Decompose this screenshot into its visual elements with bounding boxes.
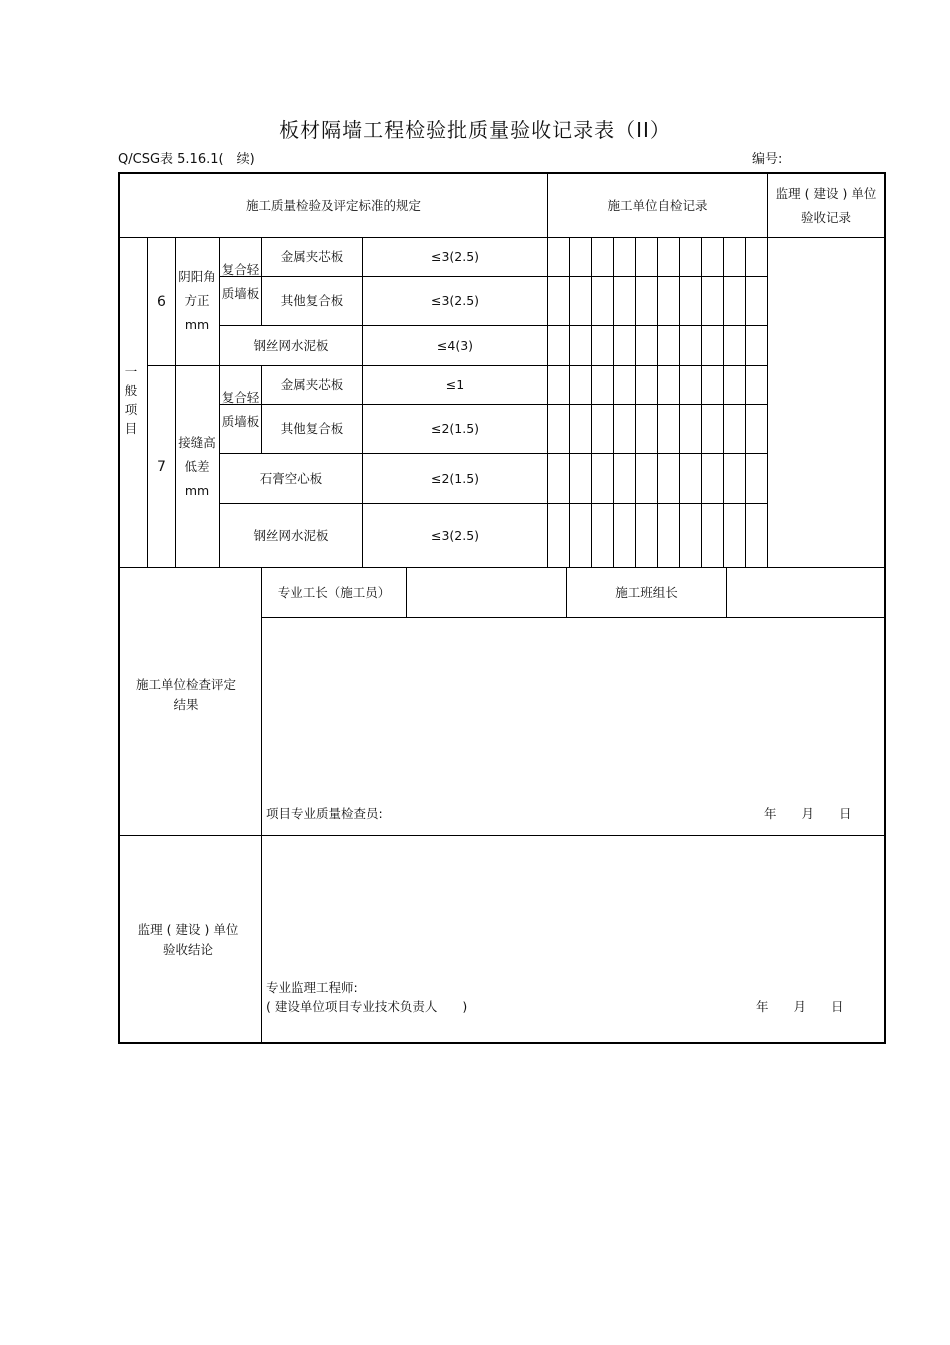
supervision-record-header: 监理 ( 建设 ) 单位 验收记录 [775,185,877,225]
item-6-row-label: 其他复合板 [280,293,344,308]
item-6-composite-label: 复合轻质墙板 [221,261,260,301]
item-6-row-label: 钢丝网水泥板 [253,337,329,353]
item-7-row-label: 金属夹芯板 [280,377,344,392]
rule [701,237,702,567]
item-7-row-label: 钢丝网水泥板 [253,527,329,543]
foreman-signature-field[interactable] [407,568,566,617]
team-leader-signature-field[interactable] [727,568,884,617]
item-7-name: 接缝高低差 mm [178,434,216,498]
supervising-engineer-label: 专业监理工程师: [266,980,358,995]
item-7-row-label: 石膏空心板 [259,470,323,486]
rule [679,237,680,567]
rule [261,567,262,1043]
construction-date: 年 月 日 [764,806,852,821]
item-7-row-value: ≤2(1.5) [430,470,480,486]
item-7-row-value: ≤3(2.5) [430,527,480,543]
rule [175,237,176,567]
item-7-composite-label: 复合轻质墙板 [221,389,260,429]
rule [261,617,885,618]
item-6-row-label: 金属夹芯板 [280,249,344,264]
item-6-row-value: ≤3(2.5) [430,293,480,308]
foreman-label: 专业工长（施工员） [277,584,391,600]
rule [723,237,724,567]
self-check-header: 施工单位自检记录 [607,197,708,213]
construction-result-label: 施工单位检查评定结果 [136,677,237,712]
item-6-number: 6 [157,293,166,310]
item-7-row-label: 其他复合板 [280,421,344,436]
item-6-row-value: ≤3(2.5) [430,249,480,264]
page-title: 板材隔墙工程检验批质量验收记录表（II） [279,118,671,142]
quality-inspector-label: 项目专业质量检查员: [266,806,383,821]
rule [745,237,746,567]
form-code: Q/CSG表 5.16.1( 续) [118,152,255,167]
rule [635,237,636,567]
rule [767,173,768,567]
item-6-row-value: ≤4(3) [436,337,474,353]
category-general-items: 一般项目 [124,364,138,436]
rule [591,237,592,567]
item-7-row-value: ≤2(1.5) [430,421,480,436]
rule [613,237,614,567]
rule [119,835,885,836]
item-7-row-value: ≤1 [445,377,465,392]
owner-representative-label: ( 建设单位项目专业技术负责人 ) [266,999,468,1014]
supervision-conclusion-label: 监理 ( 建设 ) 单位验收结论 [137,922,239,957]
standard-header: 施工质量检验及评定标准的规定 [245,197,421,213]
team-leader-label: 施工班组长 [615,584,678,600]
rule [569,237,570,567]
item-6-name: 阴阳角方正 mm [178,269,216,332]
rule [657,237,658,567]
supervision-date: 年 月 日 [756,999,844,1014]
item-7-number: 7 [157,458,166,475]
serial-number-label: 编号: [752,152,783,167]
